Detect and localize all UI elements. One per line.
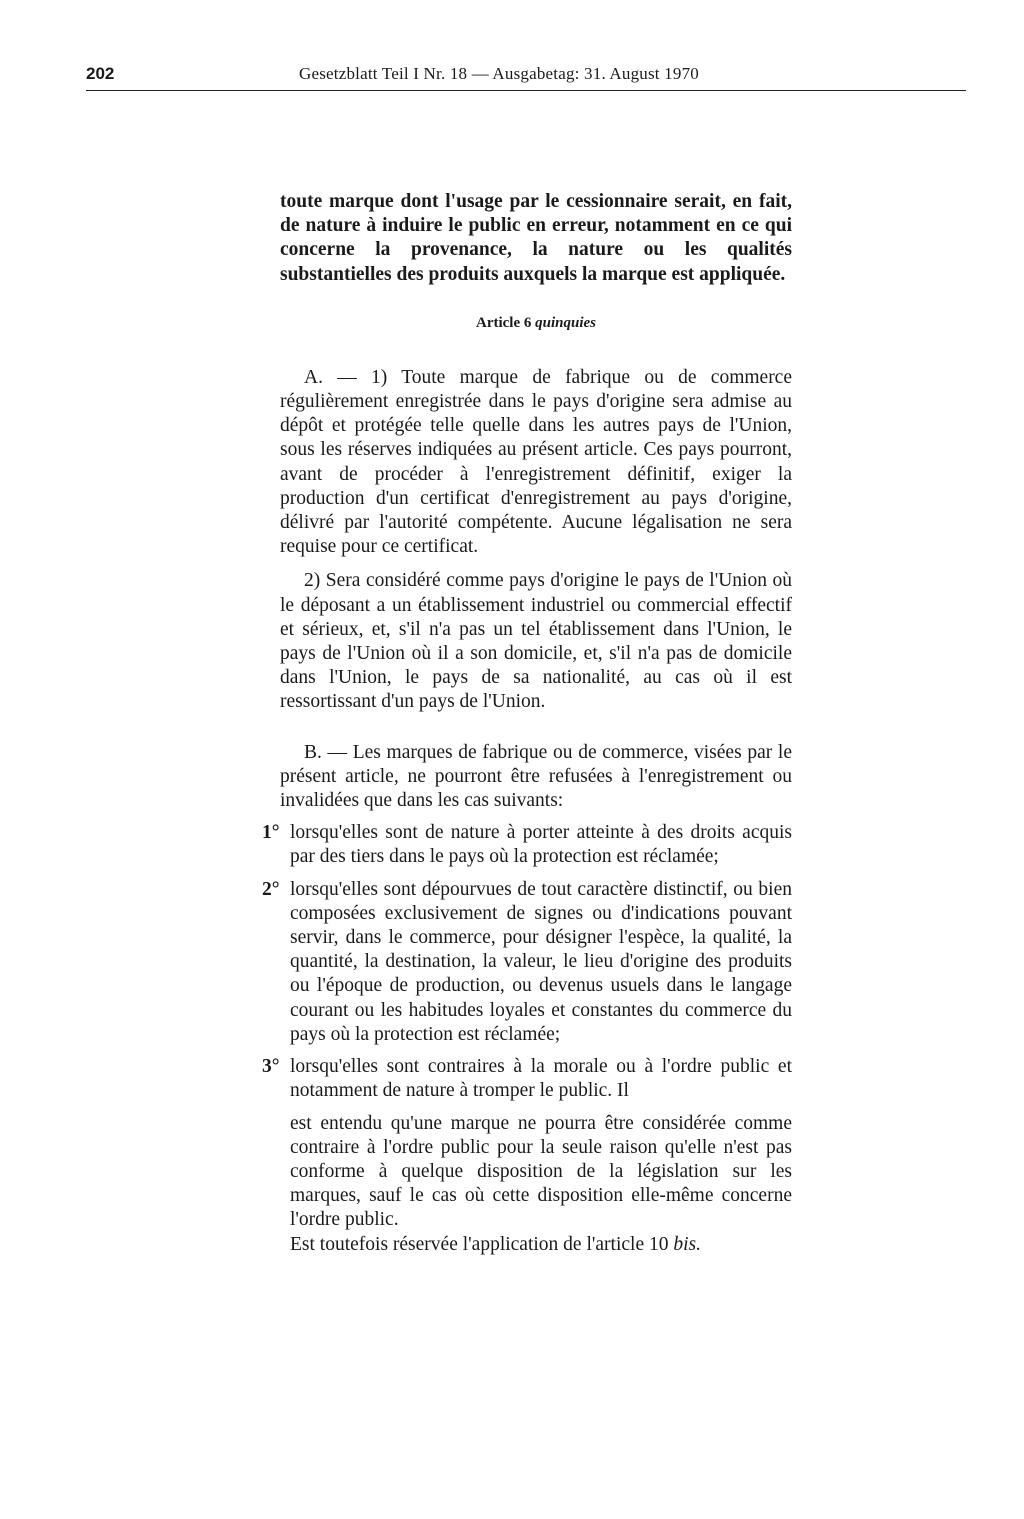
final-line-italic: bis. bbox=[673, 1233, 701, 1255]
list-item-number: 2° bbox=[262, 878, 280, 900]
final-line-prefix: Est toutefois réservée l'application de l'article 10 bbox=[290, 1233, 669, 1255]
list-item-text: lorsqu'elles sont contraires à la morale ou à l'ordre public et notamment de nature à tromper le public. Il bbox=[290, 1056, 792, 1102]
article-heading-italic: quinquies bbox=[535, 314, 596, 331]
page-header bbox=[86, 60, 966, 91]
section-a-paragraph-2: 2) Sera considéré comme pays d'origine le pays de l'Union où le déposant a un établissement industriel ou commercial effectif et sérieux, et, s'il n'a pas un tel établissement dans l'Union, le pays de l'Union où il a son domicile, et, s'il n'a pas de domicile dans l'Union, le pays de sa nationalité, au cas où il est ressortissant d'un pays de l'Union. bbox=[280, 570, 792, 713]
section-a-paragraph-1: A. — 1) Toute marque de fabrique ou de commerce régulièrement enregistrée dans le pays d'origine sera admise au dépôt et protégée telle quelle dans les autres pays de l'Union, sous les réserves indiquées au présent article. Ces pays pourront, avant de procéder à l'enregistrement définitif, exiger la production d'un certificat d'enregistrement au pays d'origine, délivré par l'autorité compétente. Aucune légalisation ne sera requise pour ce certificat. bbox=[280, 366, 792, 558]
page-number: 202 bbox=[86, 64, 115, 83]
article-heading-prefix: Article 6 bbox=[476, 314, 532, 331]
list-item-text: lorsqu'elles sont dépourvues de tout caractère distinctif, ou bien composées exclusivement de signes ou d'indications pouvant servir, dans le commerce, pour désigner l'espèce, la qualité, la quantité, la destination, la valeur, le lieu d'origine des produits ou l'époque de production, ou devenus usuels dans le langage courant ou les habitudes loyales et constantes du commerce du pays où la protection est réclamée; bbox=[290, 878, 792, 1045]
list-item bbox=[262, 878, 792, 1047]
list-item bbox=[262, 1055, 792, 1103]
list-item-number: 1° bbox=[262, 822, 280, 844]
gazette-title: Gesetzblatt Teil I Nr. 18 — Ausgabetag: 31. August 1970 bbox=[299, 64, 699, 83]
section-b-paragraph: B. — Les marques de fabrique ou de commerce, visées par le présent article, ne pourront être refusées à l'enregistrement ou invalidées que dans les cas suivants: bbox=[280, 741, 792, 812]
final-line bbox=[290, 1233, 792, 1257]
list-item-text: lorsqu'elles sont de nature à porter atteinte à des droits acquis par des tiers dans le pays où la protection est réclamée; bbox=[290, 822, 792, 868]
list-item-number: 3° bbox=[262, 1056, 280, 1078]
text-column bbox=[262, 190, 792, 1257]
continuation-paragraph: est entendu qu'une marque ne pourra être considérée comme contraire à l'ordre public pour la seule raison qu'elle n'est pas conforme à quelque disposition de la législation sur les marques, sauf le cas où cette disposition elle-même concerne l'ordre public. bbox=[290, 1112, 792, 1231]
list-item bbox=[262, 821, 792, 869]
intro-paragraph: toute marque dont l'usage par le cessionnaire serait, en fait, de nature à induire le public en erreur, notamment en ce qui concerne la provenance, la nature ou les qualités substantielles des produits auxquels la marque est appliquée. bbox=[280, 191, 792, 285]
article-heading bbox=[280, 315, 792, 332]
